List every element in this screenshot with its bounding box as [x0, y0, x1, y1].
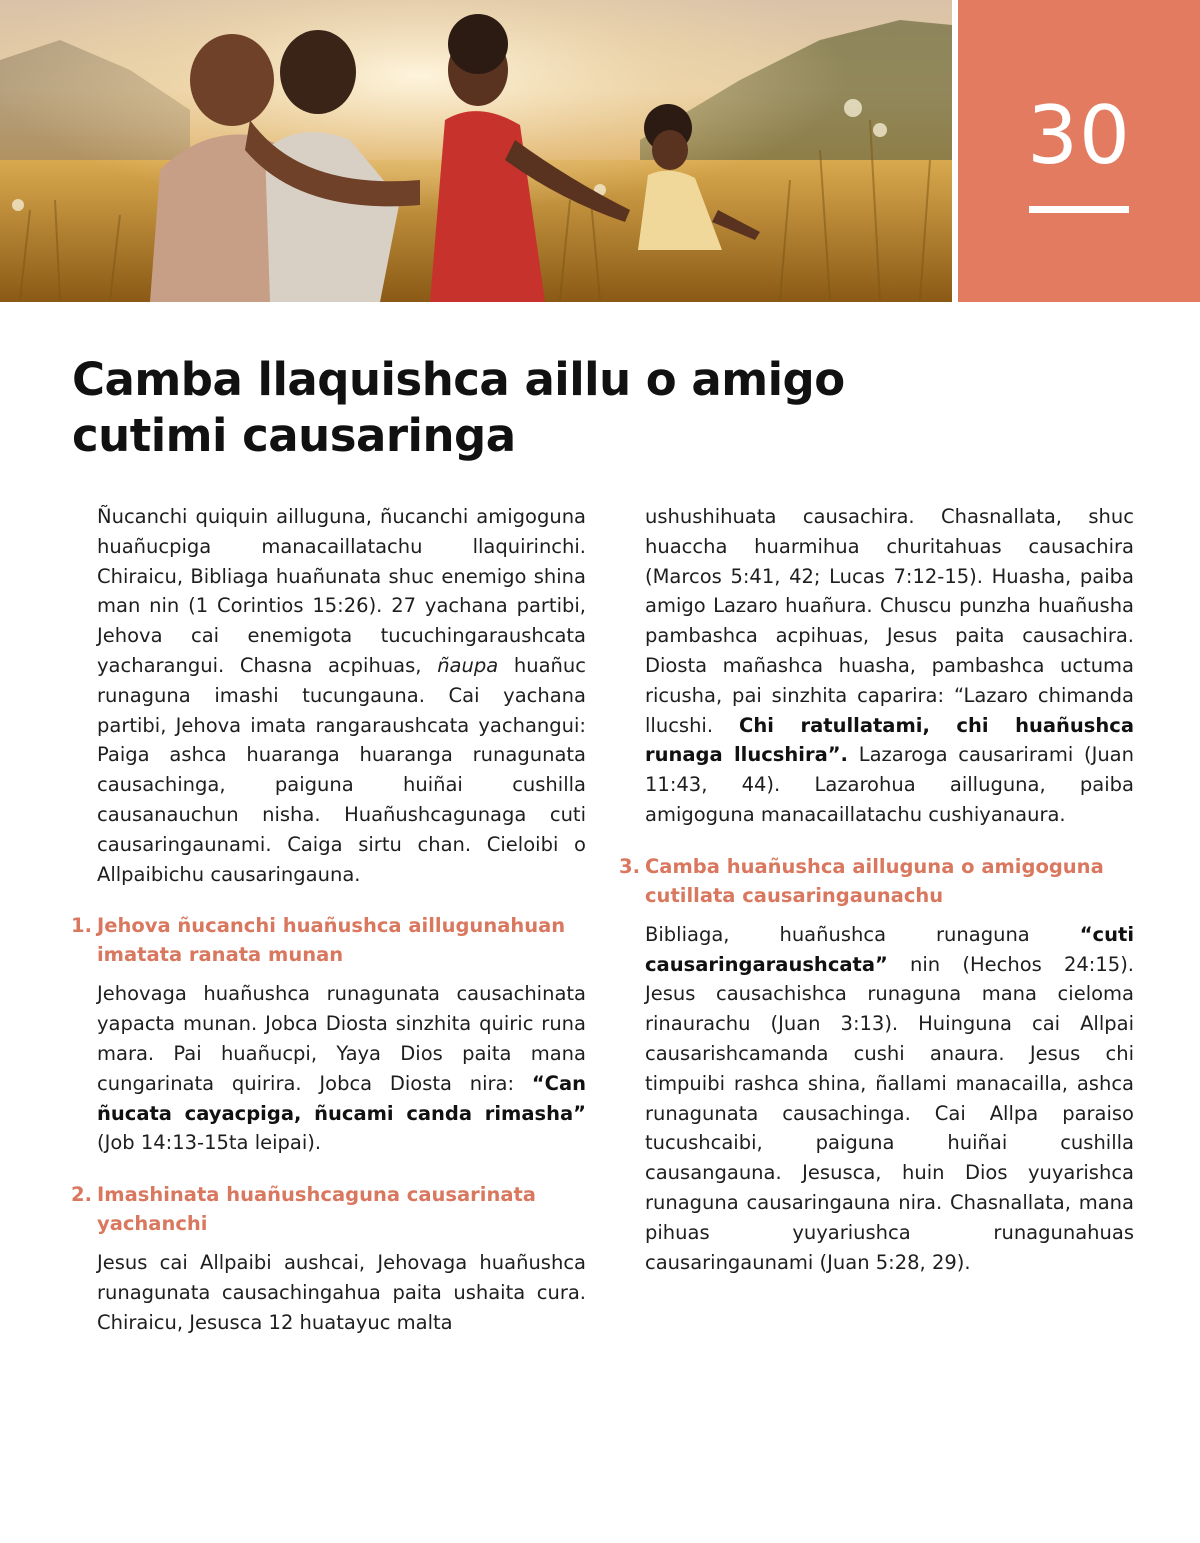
- section-heading-text-1: Jehova ñucanchi huañushca aillugunahuan imatata ranata munan: [97, 914, 566, 967]
- section-2-bold-quote: Chi ratullatami, chi huañushca runaga llucshira”.: [645, 713, 1135, 767]
- intro-tail-text: huañuc runaguna imashi tucungauna. Cai yachana partibi, Jehova imata rangaraushcata yachangui: Paiga ashca huaranga huaranga runagunata causachinga, paiguna huiñai cushilla causanauchun nisha. Huañushcagunaga cuti causaringaunami. Caiga sirtu chan. Cieloibi o Allpaibichu causaringauna.: [97, 653, 586, 886]
- chapter-badge: [958, 0, 1200, 302]
- chapter-underline: [1029, 206, 1129, 213]
- section-2-text-after: Lazaroga causarirami (Juan 11:43, 44). Lazarohua ailluguna, paiba amigoguna manacaillatachu cushiyanaura.: [645, 743, 1134, 826]
- intro-italic-word: ñaupa: [437, 653, 499, 677]
- family-photo-icon: [0, 0, 952, 302]
- section-heading-2: [71, 1180, 586, 1238]
- hero-photo: [0, 0, 952, 302]
- section-1-text-after: (Job 14:13-15ta leipai).: [97, 1131, 322, 1155]
- section-heading-3: [619, 852, 1134, 910]
- section-heading-text-3: Camba huañushca ailluguna o amigoguna cutillata causaringaunachu: [645, 854, 1104, 907]
- title-line-1: Camba llaquishca aillu o amigo: [72, 353, 845, 406]
- section-3-text-before: Bibliaga, huañushca runaguna: [645, 922, 1080, 946]
- section-number-1: 1.: [71, 914, 92, 938]
- chapter-number: 30: [1027, 89, 1131, 182]
- section-number-2: 2.: [71, 1183, 92, 1207]
- section-heading-text-2: Imashinata huañushcaguna causarinata yachanchi: [97, 1183, 536, 1236]
- right-column: [619, 502, 1135, 1277]
- section-body-1: [97, 979, 586, 1158]
- section-number-3: 3.: [619, 854, 640, 878]
- page-title: [72, 352, 972, 464]
- section-1-bold-quote: “Can ñucata cayacpiga, ñucami canda rimasha”: [97, 1071, 586, 1125]
- intro-lead-text: Ñucanchi quiquin ailluguna, ñucanchi amigoguna huañucpiga manacaillatachu llaquirinchi. Chiraicu, Bibliaga huañunata shuc enemigo shina man nin (1 Corintios 15:26). 27 yachana partibi, Jehova cai enemigota tucuchingaraushcata yacharangui. Chasna acpihuas,: [97, 505, 586, 677]
- intro-paragraph: [97, 502, 586, 889]
- section-3-text-after: nin (Hechos 24:15). Jesus causachishca runaguna mana cieloma rinaurachu (Juan 3:13). Huinguna cai Allpai causarishcamanda cushi anaura. Jesus chi timpuibi rashca shina, ñallami manacailla, ashca runagunata causachinga. Cai Allpa paraiso tucushcaibi, paiguna huiñai cushilla causangauna. Jesusca, huin Dios yuyarishca runaguna causaringauna nira. Chasnallata, mana pihuas yuyariushca runagunahuas causaringaunami (Juan 5:28, 29).: [645, 952, 1134, 1274]
- section-heading-1: [71, 911, 586, 969]
- section-3-bold-quote: “cuti causaringaraushcata”: [645, 922, 1134, 976]
- section-body-3: [645, 920, 1134, 1278]
- left-column: [71, 502, 586, 1338]
- section-1-text-before: Jehovaga huañushca runagunata causachinata yapacta munan. Jobca Diosta sinzhita quiric runa mara. Pai huañucpi, Yaya Dios paita mana cungarinata quirira. Jobca Diosta nira:: [97, 982, 586, 1095]
- section-body-2a: Jesus cai Allpaibi aushcai, Jehovaga huañushca runagunata causachingahua paita ushaita cura. Chiraicu, Jesusca 12 huatayuc malta: [97, 1251, 586, 1334]
- section-body-2b: ushushihuata causachira. Chasnallata, shuc huaccha huarmihua churitahuas causachira (Marcos 5:41, 42; Lucas 7:12-15). Huasha, paiba amigo Lazaro huañura. Chuscu punzha huañusha pambashca acpihuas, Jesus paita causachira. Diosta mañashca huasha, pambashca uctuma ricusha, pai sinzhita caparira: “Lazaro chimanda llucshi. Chi ratullatami, chi huañushca runaga llucshira”. Lazaroga causarirami (Juan 11:43, 44). Lazarohua ailluguna, paiba amigoguna manacaillatachu cushiyanaura.: [645, 505, 1135, 826]
- title-line-2: cutimi causaringa: [72, 409, 516, 462]
